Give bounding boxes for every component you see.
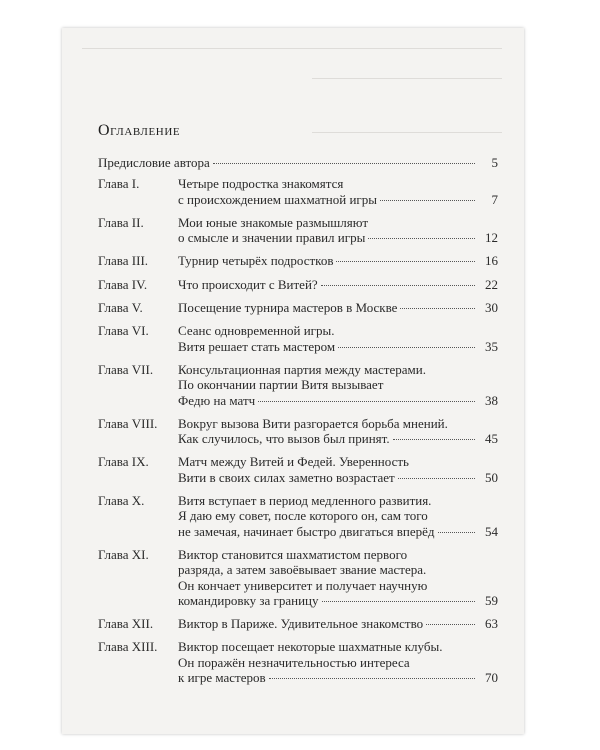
toc-entry-line: Я даю ему совет, после которого он, сам того — [178, 508, 428, 524]
dot-leader — [400, 308, 475, 309]
toc-entry[interactable] — [98, 215, 498, 246]
bleed-through-rule — [82, 48, 502, 49]
toc-entry-preface[interactable] — [98, 155, 498, 170]
table-of-contents — [98, 155, 498, 693]
toc-entry-line — [178, 524, 498, 539]
toc-entry-body — [178, 416, 498, 447]
toc-page-number: 59 — [485, 592, 498, 608]
toc-entry-body — [178, 323, 498, 354]
toc-entry-body — [178, 454, 498, 485]
toc-entry[interactable] — [98, 639, 498, 685]
toc-entry-line — [178, 593, 498, 608]
toc-entry[interactable] — [98, 176, 498, 207]
toc-entry-body — [178, 639, 498, 685]
chapter-label: Глава X. — [98, 493, 145, 509]
dot-leader — [426, 624, 475, 625]
toc-entry-line: Виктор становится шахматистом первого — [178, 546, 408, 562]
chapter-label: Глава IV. — [98, 276, 148, 292]
toc-page-number: 50 — [485, 469, 498, 485]
toc-entry[interactable] — [98, 277, 498, 292]
chapter-label: Глава XII. — [98, 616, 154, 632]
toc-entry[interactable] — [98, 547, 498, 608]
chapter-label: Глава VII. — [98, 361, 154, 377]
toc-entry-line: Мои юные знакомые размышляют — [178, 214, 368, 230]
toc-entry-body — [178, 493, 498, 539]
toc-entry-title: Виктор в Париже. Удивительное знакомство — [178, 616, 424, 632]
toc-page-number: 38 — [485, 392, 498, 408]
toc-entry-line: разряда, а затем завоёвывает звание мастера. — [178, 562, 427, 578]
toc-entry-line — [178, 277, 498, 292]
toc-entry-line — [178, 616, 498, 631]
toc-entry-line — [98, 155, 498, 170]
toc-entry[interactable] — [98, 362, 498, 408]
dot-leader — [322, 601, 476, 602]
toc-entry-line: По окончании партии Витя вызывает — [178, 377, 384, 393]
dot-leader — [321, 285, 475, 286]
toc-entry-title: не замечая, начинает быстро двигаться вперёд — [178, 523, 435, 539]
toc-entry-body — [98, 155, 498, 170]
toc-entry-line: Четыре подростка знакомятся — [178, 176, 344, 192]
dot-leader — [380, 200, 475, 201]
toc-page-number: 5 — [491, 155, 498, 170]
toc-page-number: 45 — [485, 431, 498, 447]
toc-entry-line — [178, 470, 498, 485]
bleed-through-rule — [312, 78, 502, 79]
dot-leader — [393, 439, 475, 440]
chapter-label: Глава VIII. — [98, 415, 158, 431]
chapter-label: Глава III. — [98, 253, 149, 269]
toc-entry-title: Вити в своих силах заметно возрастает — [178, 469, 395, 485]
toc-entry-line — [178, 431, 498, 446]
chapter-label: Глава IX. — [98, 454, 149, 470]
dot-leader — [258, 401, 475, 402]
toc-entry-title: о смысле и значении правил игры — [178, 230, 366, 246]
toc-entry-line — [178, 253, 498, 268]
chapter-label: Глава V. — [98, 300, 143, 316]
toc-entry-line: Виктор посещает некоторые шахматные клубы. — [178, 639, 443, 655]
toc-entry-line: Вокруг вызова Вити разгорается борьба мнений. — [178, 415, 448, 431]
toc-entry-body — [178, 362, 498, 408]
toc-entry-title: командировку за границу — [178, 592, 319, 608]
toc-entry[interactable] — [98, 300, 498, 315]
dot-leader — [438, 532, 475, 533]
dot-leader — [398, 478, 475, 479]
chapter-label: Глава VI. — [98, 323, 149, 339]
toc-entry-line: Матч между Витей и Федей. Уверенность — [178, 454, 409, 470]
toc-entry-title: Витя решает стать мастером — [178, 338, 336, 354]
toc-entry-title: Предисловие автора — [98, 155, 210, 170]
toc-entry-body — [178, 616, 498, 631]
toc-entry-body — [178, 253, 498, 268]
toc-entry-title: Посещение турнира мастеров в Москве — [178, 300, 398, 316]
toc-entry-body — [178, 547, 498, 608]
bleed-through-rule — [312, 132, 502, 133]
toc-page-number: 63 — [485, 616, 498, 632]
book-page — [62, 28, 524, 734]
dot-leader — [213, 163, 475, 164]
toc-entry-line: Витя вступает в период медленного развития. — [178, 493, 432, 509]
toc-page-number: 30 — [485, 300, 498, 316]
toc-entry-line — [178, 670, 498, 685]
toc-entry-line: Он кончает университет и получает научную — [178, 577, 428, 593]
toc-entry[interactable] — [98, 454, 498, 485]
toc-entry[interactable] — [98, 416, 498, 447]
toc-page-number: 12 — [485, 230, 498, 246]
toc-entry-line — [178, 230, 498, 245]
toc-entry[interactable] — [98, 493, 498, 539]
toc-page-number: 54 — [485, 523, 498, 539]
toc-entry-line: Сеанс одновременной игры. — [178, 323, 335, 339]
toc-entry-line — [178, 339, 498, 354]
toc-entry-body — [178, 277, 498, 292]
dot-leader — [336, 261, 475, 262]
toc-entry-line: Консультационная партия между мастерами. — [178, 361, 426, 377]
chapter-label: Глава XIII. — [98, 639, 158, 655]
chapter-label: Глава II. — [98, 214, 144, 230]
toc-entry-title: к игре мастеров — [178, 670, 266, 686]
toc-entry[interactable] — [98, 253, 498, 268]
toc-entry-title: Что происходит с Витей? — [178, 276, 318, 292]
chapter-label: Глава XI. — [98, 546, 149, 562]
toc-entry-line — [178, 393, 498, 408]
toc-entry-body — [178, 215, 498, 246]
toc-page-number: 16 — [485, 253, 498, 269]
toc-heading: Оглавление — [98, 122, 181, 139]
toc-page-number: 70 — [485, 670, 498, 686]
chapter-label: Глава I. — [98, 176, 140, 192]
toc-page-number: 22 — [485, 276, 498, 292]
dot-leader — [338, 347, 475, 348]
toc-entry-body — [178, 176, 498, 207]
toc-entry-line: Он поражён незначительностью интереса — [178, 654, 410, 670]
toc-page-number: 35 — [485, 338, 498, 354]
toc-entry-line — [178, 300, 498, 315]
toc-entry[interactable] — [98, 323, 498, 354]
toc-entry-title: Федю на матч — [178, 392, 256, 408]
toc-entry-body — [178, 300, 498, 315]
toc-entry-title: с происхождением шахматной игры — [178, 191, 377, 207]
toc-page-number: 7 — [491, 191, 498, 207]
dot-leader — [368, 238, 475, 239]
toc-entry-title: Как случилось, что вызов был принят. — [178, 431, 390, 447]
dot-leader — [269, 678, 475, 679]
toc-entry[interactable] — [98, 616, 498, 631]
toc-entry-title: Турнир четырёх подростков — [178, 253, 334, 269]
toc-entry-line — [178, 192, 498, 207]
